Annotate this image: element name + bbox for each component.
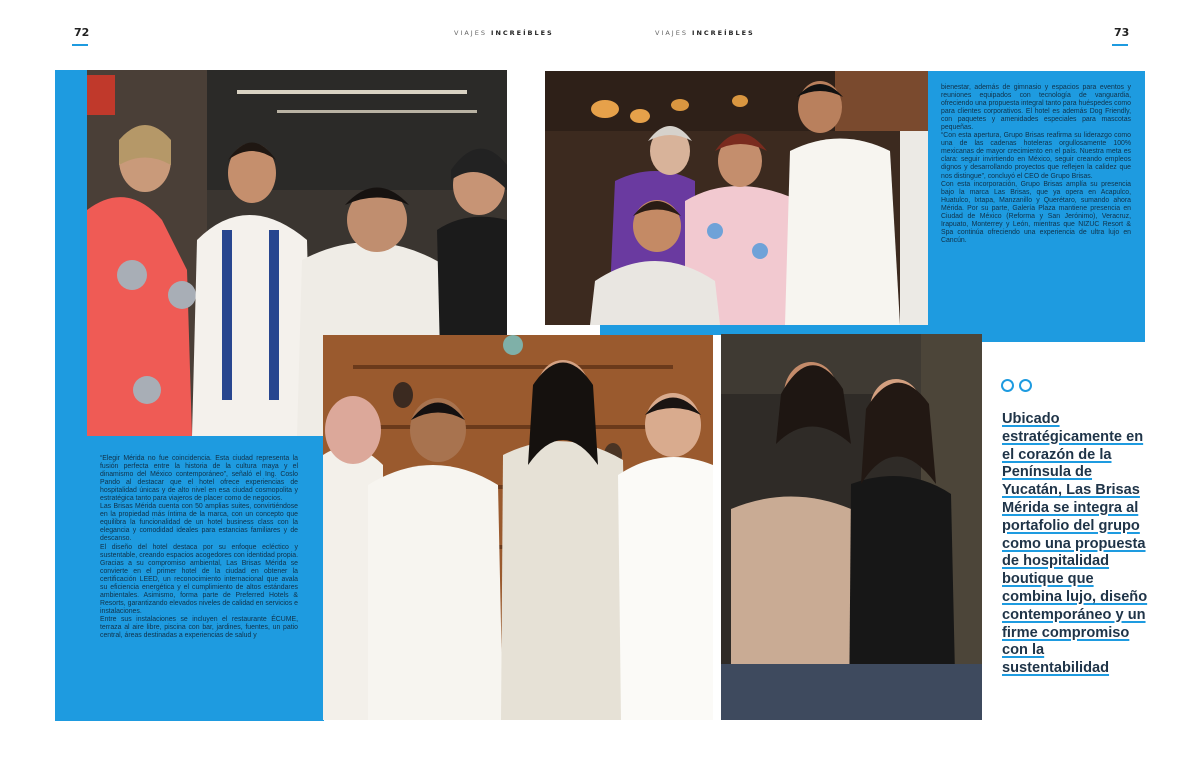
right-paragraph-3: Con esta incorporación, Grupo Brisas amplía su presencia bajo la marca Las Brisas, que ya opera en Acapulco, Huatulco, Ixtapa, Manzanillo y Querétaro, sumando ahora Mérida. Por su parte, Galería Plaza mantiene presencia en Ciudad de México (Reforma y San Jerónimo), Veracruz, Irapuato, Monterrey y León, mientras que NIZUC Resort & Spa continúa ofreciendo una experiencia de ultra lujo en Cancún.	[941, 180, 1131, 244]
running-head-right-bold: INCREÍBLES	[692, 29, 755, 37]
left-paragraph-4: Entre sus instalaciones se incluyen el restaurante ÉCUME, terraza al aire libre, piscina con bar, jardines, fuentes, un patio central, áreas destinadas a experiencias de salud y	[100, 615, 298, 640]
photo-two-women	[721, 334, 982, 720]
page-number-underline-left	[72, 44, 88, 46]
photo-group-four-people-shelves	[323, 335, 713, 720]
blue-panel-left-strip	[55, 70, 87, 721]
running-head-right-light: VIAJES	[655, 29, 693, 37]
left-paragraph-3: El diseño del hotel destaca por su enfoque ecléctico y sustentable, creando espacios acogedores con identidad propia. Gracias a su compromiso ambiental, Las Brisas Mérida se convierte en el primer hotel de la ciudad en obtener la certificación LEED, un reconocimiento internacional que avala su eficiencia energética y el cumplimiento de altos estándares ambientales. Asimismo, forma parte de Preferred Hotels & Resorts, garantizando elevados niveles de calidad en servicios e instalaciones.	[100, 543, 298, 615]
running-head-left-bold: INCREÍBLES	[491, 29, 554, 37]
circle-icon	[1019, 379, 1032, 392]
left-paragraph-2: Las Brisas Mérida cuenta con 50 amplias suites, convirtiéndose en la propiedad más íntima de la marca, con un concepto que equilibra la funcionalidad de un hotel business class con la elegancia y comodidad ideales para estancias familiares y de descanso.	[100, 503, 298, 543]
page-number-underline-right	[1112, 44, 1128, 46]
pull-quote-dots-icon	[1001, 379, 1032, 392]
right-paragraph-2: “Con esta apertura, Grupo Brisas reafirma su liderazgo como una de las cadenas hoteleras orgullosamente 100% mexicanas de mayor crecimiento en el país. Nuestra meta es clara: seguir invirtiendo en México, seguir creando empleos dignos y desarrollando proyectos que reflejen la calidez que nos distingue”, concluyó el CEO de Grupo Brisas.	[941, 132, 1131, 180]
body-text-right	[941, 84, 1131, 245]
running-head-right	[655, 29, 755, 37]
body-text-left	[100, 455, 298, 640]
running-head-left	[454, 29, 554, 37]
photo-group-four-people-restaurant	[545, 71, 928, 325]
right-paragraph-1: bienestar, además de gimnasio y espacios para eventos y reuniones equipados con tecnología de vanguardia, ofreciendo una propuesta integral tanto para huéspedes como para clientes corporativos. El hotel es además Dog Friendly, con paquetes y amenidades especiales para mascotas pequeñas.	[941, 84, 1132, 132]
running-head-left-light: VIAJES	[454, 29, 492, 37]
circle-icon	[1001, 379, 1014, 392]
pull-quote: Ubicado estratégicamente en el corazón de la Península de Yucatán, Las Brisas Mérida se integra al portafolio del grupo como una propuesta de hospitalidad boutique que combina lujo, diseño contemporáneo y un firme compromiso con la sustentabilidad	[1002, 411, 1148, 677]
left-paragraph-1: “Elegir Mérida no fue coincidencia. Esta ciudad representa la fusión perfecta entre la historia de la cultura maya y el dinamismo del México contemporáneo”, señaló el Ing. Coslo Pando al destacar que el hotel ofrece experiencias de hospitalidad únicas y de alto nivel en esa ciudad cosmopolita y estratégica tanto para viajeros de placer como de negocios.	[100, 455, 298, 503]
page-number-right: 73	[1114, 26, 1130, 39]
page-number-left: 72	[74, 26, 90, 39]
